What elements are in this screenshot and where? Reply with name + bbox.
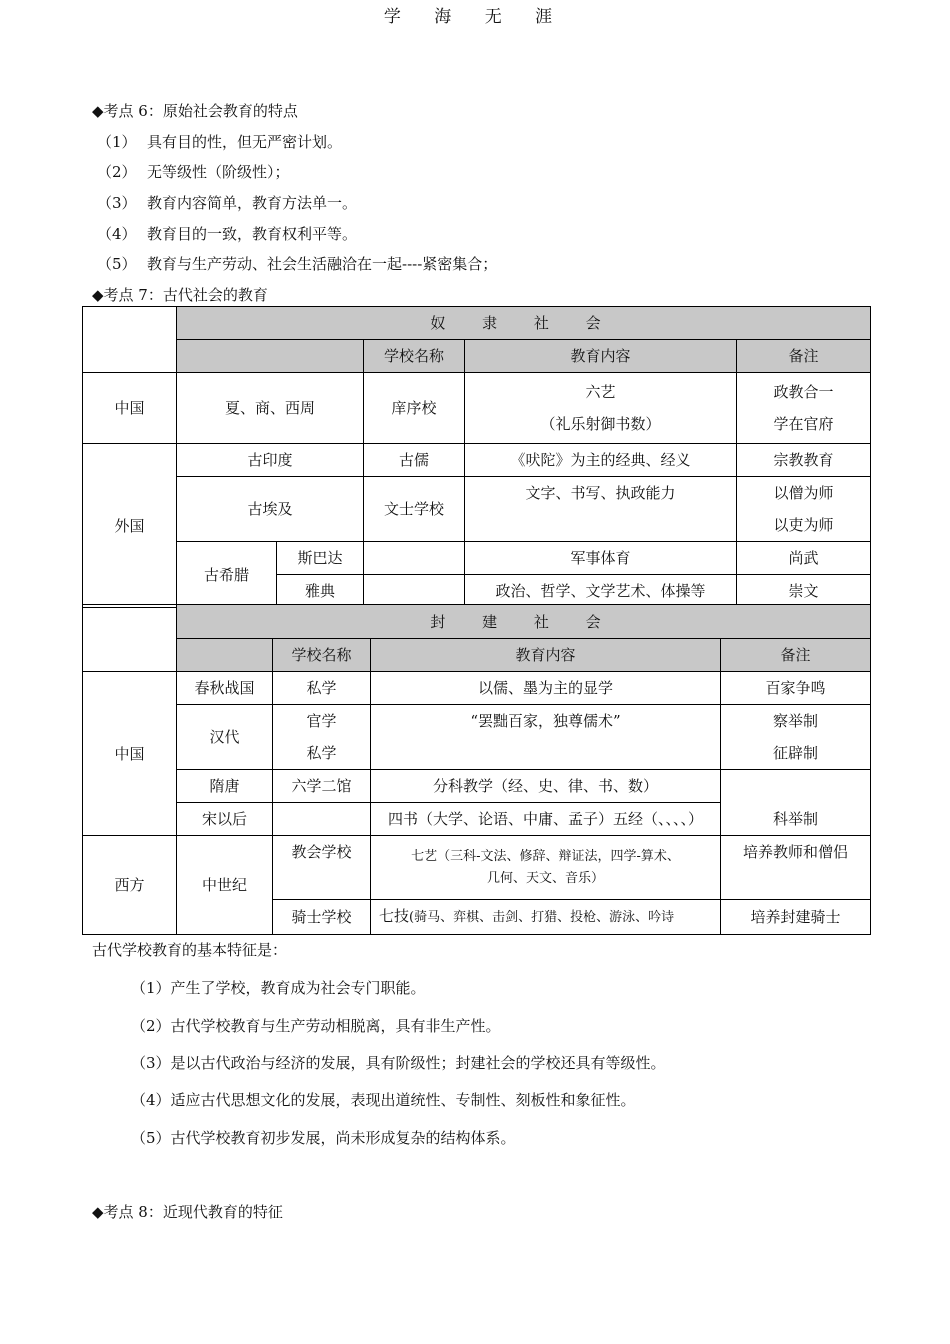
region-west: 西方 xyxy=(83,836,177,935)
han-school-line1: 官学 xyxy=(306,712,337,730)
song-after: 宋以后 xyxy=(177,803,273,836)
church-school: 教会学校 xyxy=(273,836,371,900)
church-content xyxy=(371,836,721,900)
point6-title: ◆考点 6：原始社会教育的特点 xyxy=(92,102,298,120)
sui-tang: 隋唐 xyxy=(177,770,273,803)
knight-content xyxy=(371,900,721,935)
item-number: （1） xyxy=(97,133,137,151)
india-content: 《吠陀》为主的经典、经义 xyxy=(465,444,737,477)
col-note: 备注 xyxy=(721,639,871,672)
egypt-note-line2: 以吏为师 xyxy=(773,516,834,534)
header-blank xyxy=(177,639,273,672)
suitang-school: 六学二馆 xyxy=(273,770,371,803)
medieval: 中世纪 xyxy=(177,836,273,935)
feature-item-2: （2）古代学校教育与生产劳动相脱离，具有非生产性。 xyxy=(131,1017,501,1035)
han-school-line2: 私学 xyxy=(306,744,337,762)
item-number: （4） xyxy=(97,225,137,243)
egypt: 古埃及 xyxy=(177,477,364,542)
song-school xyxy=(273,803,371,836)
exam-note: 科举制 xyxy=(721,770,871,836)
region-china: 中国 xyxy=(83,373,177,444)
egypt-note xyxy=(737,477,871,542)
item-number: （3） xyxy=(97,194,137,212)
item-number: （2） xyxy=(97,163,137,181)
athens-school xyxy=(364,575,465,608)
knight-note: 培养封建骑士 xyxy=(721,900,871,935)
col-content: 教育内容 xyxy=(465,340,737,373)
header-blank xyxy=(177,340,364,373)
han-content: “罢黜百家，独尊儒术” xyxy=(371,705,721,770)
india-note: 宗教教育 xyxy=(737,444,871,477)
sparta: 斯巴达 xyxy=(277,542,364,575)
feudal-society-table xyxy=(82,604,871,935)
spring-autumn: 春秋战国 xyxy=(177,672,273,705)
feature-item-1: （1）产生了学校，教育成为社会专门职能。 xyxy=(131,979,426,997)
item-text: 教育与生产劳动、社会生活融洽在一起----紧密集合； xyxy=(147,255,498,273)
blank-cell xyxy=(83,307,177,373)
col-note: 备注 xyxy=(737,340,871,373)
knight-content-main: 七技 xyxy=(379,907,410,925)
egypt-school: 文士学校 xyxy=(364,477,465,542)
item-text: 教育内容简单，教育方法单一。 xyxy=(147,194,358,212)
athens: 雅典 xyxy=(277,575,364,608)
china-note-line2: 学在官府 xyxy=(773,415,834,433)
spring-school: 私学 xyxy=(273,672,371,705)
feature-item-4: （4）适应古代思想文化的发展，表现出道统性、专制性、刻板性和象征性。 xyxy=(131,1091,636,1109)
item-number: （5） xyxy=(97,255,137,273)
china-content xyxy=(465,373,737,444)
item-text: 教育目的一致，教育权利平等。 xyxy=(147,225,358,243)
knight-school: 骑士学校 xyxy=(273,900,371,935)
point7-title: ◆考点 7：古代社会的教育 xyxy=(92,286,268,304)
slave-society-table xyxy=(82,306,871,608)
china-content-line2: （礼乐射御书数） xyxy=(540,415,661,433)
region-foreign: 外国 xyxy=(83,444,177,608)
features-title: 古代学校教育的基本特征是： xyxy=(92,941,288,959)
china-dynasty: 夏、商、西周 xyxy=(177,373,364,444)
song-content: 四书（大学、论语、中庸、孟子）五经（、、、、） xyxy=(371,803,721,836)
egypt-content: 文字、书写、执政能力 xyxy=(465,477,737,542)
spring-content: 以儒、墨为主的显学 xyxy=(371,672,721,705)
item-text: 具有目的性，但无严密计划。 xyxy=(147,133,343,151)
india: 古印度 xyxy=(177,444,364,477)
china-note-line1: 政教合一 xyxy=(773,383,834,401)
point6-item-2 xyxy=(97,161,290,182)
han-school xyxy=(273,705,371,770)
feudal-society-heading: 封 建 社 会 xyxy=(177,605,871,639)
sparta-note: 尚武 xyxy=(737,542,871,575)
church-content-line1: 七艺（三科-文法、修辞、辩证法，四学-算术、 xyxy=(411,848,680,864)
feature-item-5: （5）古代学校教育初步发展，尚未形成复杂的结构体系。 xyxy=(131,1129,516,1147)
blank-cell xyxy=(83,605,177,672)
col-school-name: 学校名称 xyxy=(273,639,371,672)
page-header: 学 海 无 涯 xyxy=(383,7,567,27)
spring-note: 百家争鸣 xyxy=(721,672,871,705)
church-note: 培养教师和僧侣 xyxy=(721,836,871,900)
col-content: 教育内容 xyxy=(371,639,721,672)
han-note xyxy=(721,705,871,770)
point6-item-1 xyxy=(97,131,342,152)
greece: 古希腊 xyxy=(177,542,277,608)
point6-item-3 xyxy=(97,192,357,213)
sparta-school xyxy=(364,542,465,575)
athens-note: 崇文 xyxy=(737,575,871,608)
egypt-note-line1: 以僧为师 xyxy=(773,484,834,502)
han-note-line1: 察举制 xyxy=(772,712,818,730)
church-content-line2: 几何、天文、音乐） xyxy=(486,870,604,886)
region-china: 中国 xyxy=(83,672,177,836)
india-school: 古儒 xyxy=(364,444,465,477)
item-text: 无等级性（阶级性）； xyxy=(147,163,290,181)
feature-item-3: （3）是以古代政治与经济的发展，具有阶级性；封建社会的学校还具有等级性。 xyxy=(131,1054,666,1072)
knight-content-sub: (骑马、弈棋、击剑、打猎、投枪、游泳、吟诗 xyxy=(409,910,675,925)
china-school: 庠序校 xyxy=(364,373,465,444)
athens-content: 政治、哲学、文学艺术、体操等 xyxy=(465,575,737,608)
han-dynasty: 汉代 xyxy=(177,705,273,770)
china-content-line1: 六艺 xyxy=(585,383,616,401)
china-note xyxy=(737,373,871,444)
col-school-name: 学校名称 xyxy=(364,340,465,373)
point6-item-5 xyxy=(97,253,497,274)
sparta-content: 军事体育 xyxy=(465,542,737,575)
slave-society-heading: 奴 隶 社 会 xyxy=(177,307,871,340)
point6-item-4 xyxy=(97,223,357,244)
suitang-content: 分科教学（经、史、律、书、数） xyxy=(371,770,721,803)
han-note-line2: 征辟制 xyxy=(772,744,818,762)
point8-title: ◆考点 8：近现代教育的特征 xyxy=(92,1203,283,1221)
